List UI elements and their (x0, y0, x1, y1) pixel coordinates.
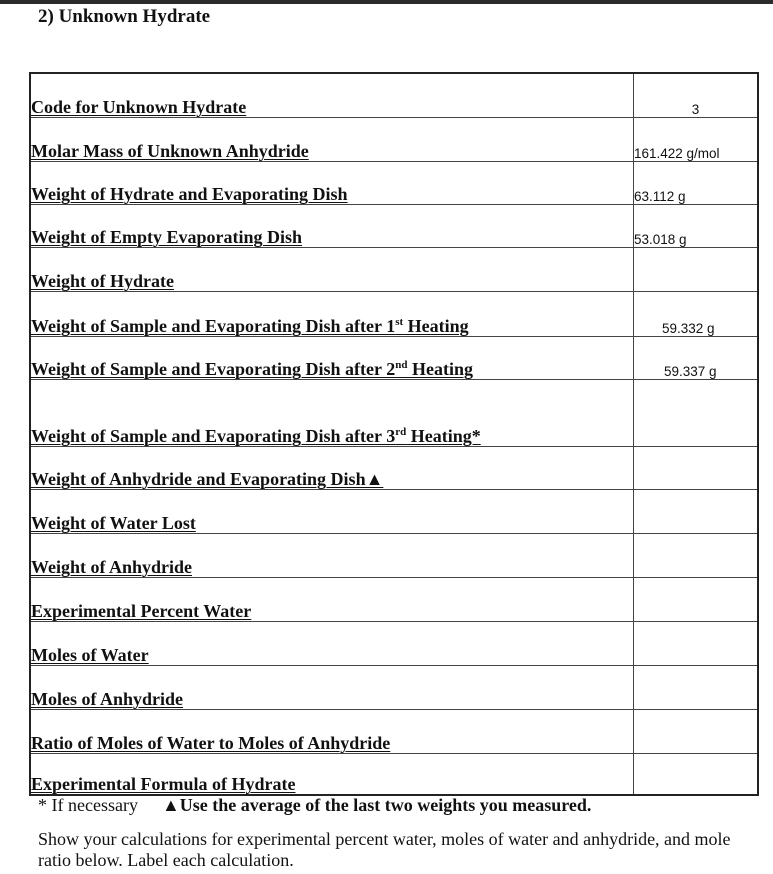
row-value[interactable] (634, 753, 759, 795)
row-value[interactable] (634, 709, 759, 753)
row-label: Weight of Empty Evaporating Dish (30, 204, 634, 247)
top-border (0, 0, 773, 4)
row-value[interactable]: 3 (634, 73, 759, 117)
table-row (30, 73, 758, 117)
row-label (30, 291, 634, 336)
table-row (30, 161, 758, 204)
ordinal-suffix: st (395, 315, 404, 328)
row-value[interactable] (634, 446, 759, 489)
row-label: Weight of Anhydride (30, 533, 634, 577)
table-row (30, 204, 758, 247)
row-label (30, 379, 634, 446)
table-row (30, 577, 758, 621)
row-label: Experimental Formula of Hydrate (30, 753, 634, 795)
row-label-text: Heating (403, 315, 469, 336)
footnote (38, 795, 591, 816)
ordinal-suffix: rd (395, 425, 407, 438)
row-label-text: Heating* (406, 425, 481, 446)
row-value[interactable] (634, 621, 759, 665)
ordinal-suffix: nd (395, 358, 408, 371)
row-value[interactable]: 59.337 g (634, 336, 759, 379)
table-row (30, 489, 758, 533)
table-row (30, 291, 758, 336)
table-row (30, 117, 758, 161)
row-label: Weight of Water Lost (30, 489, 634, 533)
table-row (30, 621, 758, 665)
table-row (30, 446, 758, 489)
section-title: 2) Unknown Hydrate (38, 6, 211, 27)
table-row (30, 336, 758, 379)
footnote-triangle: ▲Use the average of the last two weights you measured. (161, 795, 592, 815)
row-label: Weight of Anhydride and Evaporating Dish▲ (30, 446, 634, 489)
row-label-text: Weight of Sample and Evaporating Dish after 3 (31, 425, 396, 446)
table-row (30, 379, 758, 446)
row-label: Experimental Percent Water (30, 577, 634, 621)
row-label: Moles of Anhydride (30, 665, 634, 709)
row-label: Molar Mass of Unknown Anhydride (30, 117, 634, 161)
row-label: Weight of Hydrate and Evaporating Dish (30, 161, 634, 204)
row-value[interactable]: 63.112 g (634, 161, 759, 204)
row-label: Moles of Water (30, 621, 634, 665)
row-label-text: Weight of Sample and Evaporating Dish after 2 (31, 358, 396, 379)
table-row (30, 665, 758, 709)
table-row (30, 709, 758, 753)
row-label (30, 336, 634, 379)
row-value[interactable] (634, 247, 759, 291)
row-value[interactable] (634, 577, 759, 621)
row-value[interactable]: 161.422 g/mol (634, 117, 759, 161)
table-row (30, 533, 758, 577)
hydrate-data-table (29, 72, 759, 796)
row-value[interactable] (634, 665, 759, 709)
row-value[interactable] (634, 489, 759, 533)
instructions: Show your calculations for experimental percent water, moles of water and anhydride, and mole ratio below. Label each calculation. (38, 829, 731, 870)
row-value[interactable]: 53.018 g (634, 204, 759, 247)
table-row (30, 753, 758, 795)
table-row (30, 247, 758, 291)
row-value[interactable]: 59.332 g (634, 291, 759, 336)
row-label-text: Weight of Sample and Evaporating Dish after 1 (31, 315, 396, 336)
row-label: Code for Unknown Hydrate (30, 73, 634, 117)
footnote-asterisk: * If necessary (38, 795, 138, 815)
row-label-text: Heating (407, 358, 473, 379)
row-label: Weight of Hydrate (30, 247, 634, 291)
row-value[interactable] (634, 379, 759, 446)
row-label: Ratio of Moles of Water to Moles of Anhydride (30, 709, 634, 753)
row-value[interactable] (634, 533, 759, 577)
